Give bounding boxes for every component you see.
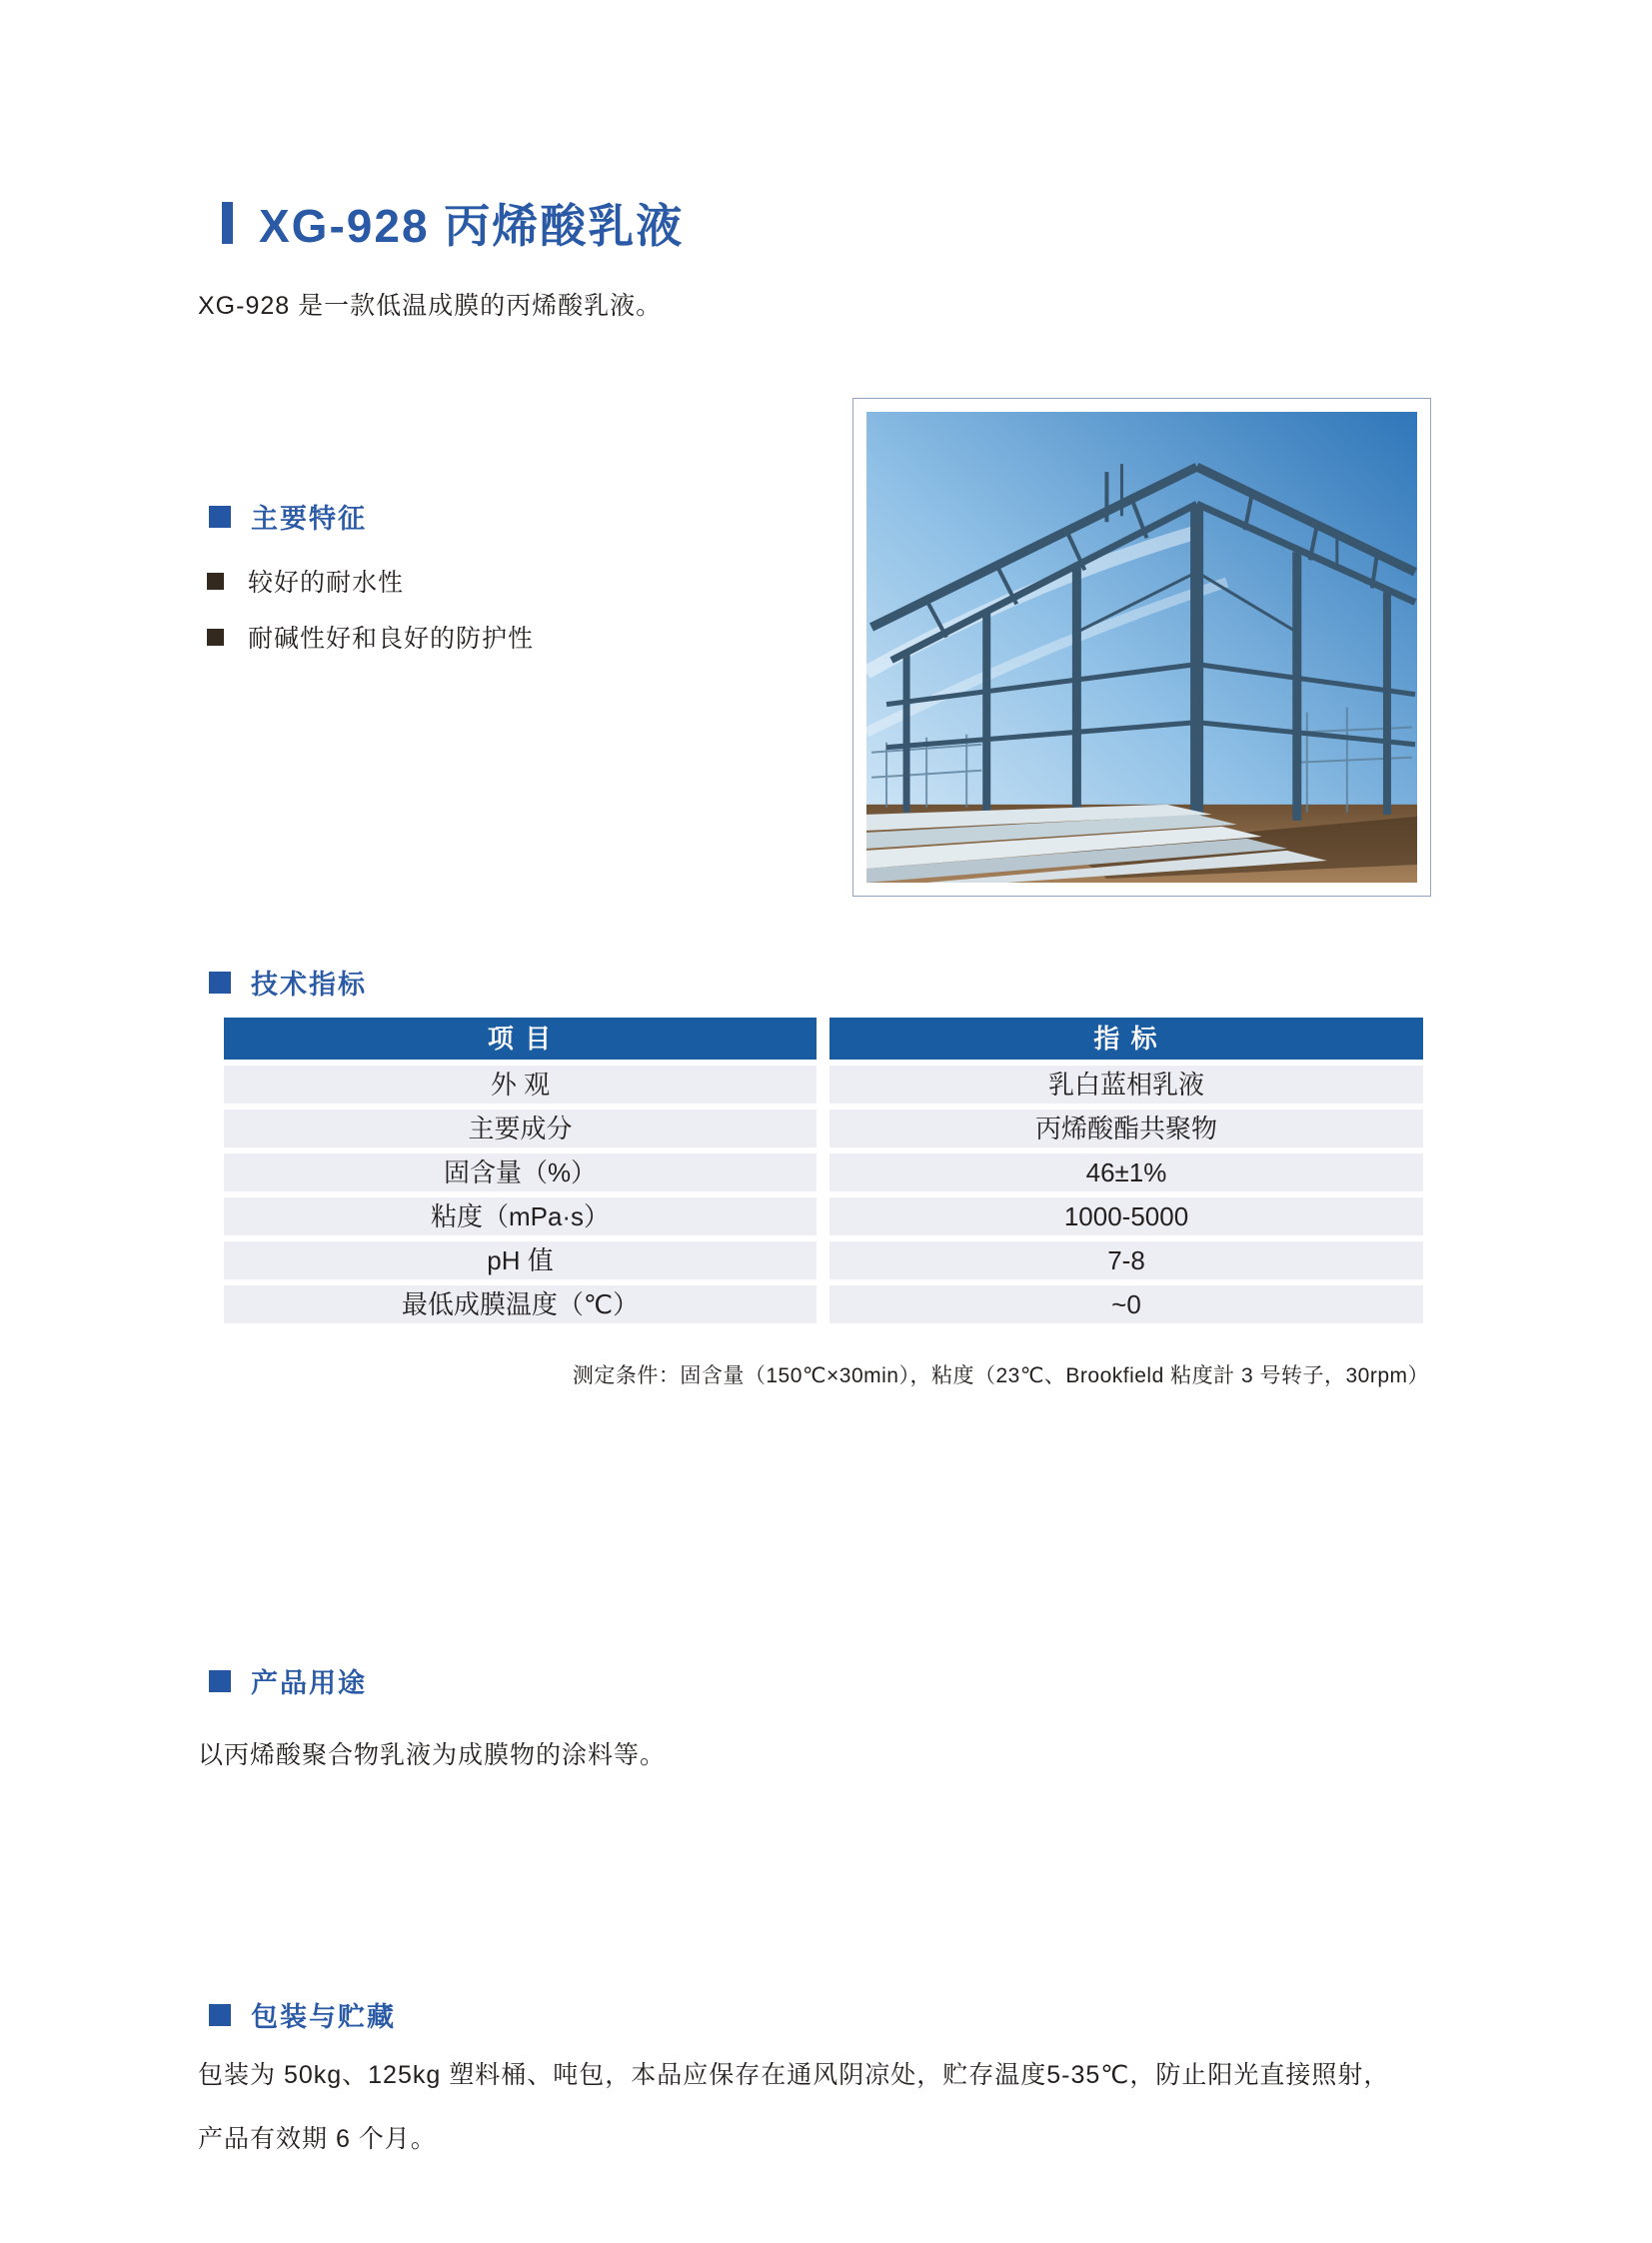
spec-cell-label: 主要成分 (224, 1110, 817, 1147)
spec-cell-value: 丙烯酸酯共聚物 (829, 1110, 1423, 1147)
blue-square-icon (209, 1670, 231, 1692)
uses-body: 以丙烯酸聚合物乳液为成膜物的涂料等。 (198, 1741, 667, 1769)
spec-cell-label: 粘度（mPa·s） (224, 1197, 817, 1235)
packaging-body-line1: 包装为 50kg、125kg 塑料桶、吨包，本品应保存在通风阴凉处，贮存温度5-35℃，防止阳光直接照射， (198, 2061, 1390, 2089)
spec-cell-value: 7-8 (829, 1241, 1423, 1279)
spec-cell-label: 固含量（%） (224, 1153, 817, 1191)
section-heading-features (209, 497, 367, 536)
section-heading-label: 产品用途 (251, 1668, 367, 1698)
spec-cell-value: ~0 (829, 1285, 1423, 1323)
spec-cell-label: 最低成膜温度（℃） (224, 1285, 817, 1323)
steel-structure-photo (866, 412, 1417, 883)
section-heading-label: 主要特征 (251, 504, 367, 534)
spec-table-header-value: 指 标 (829, 1018, 1423, 1060)
title-accent-bar (222, 202, 233, 244)
spec-cell-value: 乳白蓝相乳液 (829, 1066, 1423, 1104)
section-heading-packaging (209, 1995, 396, 2034)
bullet-square-icon (207, 573, 224, 590)
feature-item (207, 563, 404, 599)
feature-text: 较好的耐水性 (248, 569, 405, 597)
spec-table (224, 1018, 1423, 1323)
product-intro: XG-928 是一款低温成膜的丙烯酸乳液。 (198, 292, 663, 320)
spec-table-header-item: 项 目 (224, 1018, 817, 1060)
feature-item (207, 619, 534, 655)
spec-cell-value: 46±1% (829, 1153, 1423, 1191)
section-heading-label: 包装与贮藏 (251, 2002, 396, 2032)
packaging-body-line2: 产品有效期 6 个月。 (198, 2125, 437, 2153)
blue-square-icon (209, 506, 231, 528)
feature-text: 耐碱性好和良好的防护性 (248, 625, 535, 653)
product-photo-frame (852, 398, 1431, 897)
bullet-square-icon (207, 629, 224, 646)
blue-square-icon (209, 972, 231, 994)
page-title: XG-928 丙烯酸乳液 (259, 200, 685, 252)
spec-cell-value: 1000-5000 (829, 1197, 1423, 1235)
section-heading-label: 技术指标 (251, 970, 367, 1000)
spec-cell-label: pH 值 (224, 1241, 817, 1279)
spec-cell-label: 外 观 (224, 1066, 817, 1104)
blue-square-icon (209, 2004, 231, 2026)
measurement-conditions-note: 测定条件：固含量（150℃×30min），粘度（23℃、Brookfield 粘度計 3 号转子，30rpm） (572, 1364, 1429, 1387)
section-heading-uses (209, 1661, 367, 1700)
section-heading-specs (209, 963, 367, 1002)
page-title-row (222, 190, 684, 256)
